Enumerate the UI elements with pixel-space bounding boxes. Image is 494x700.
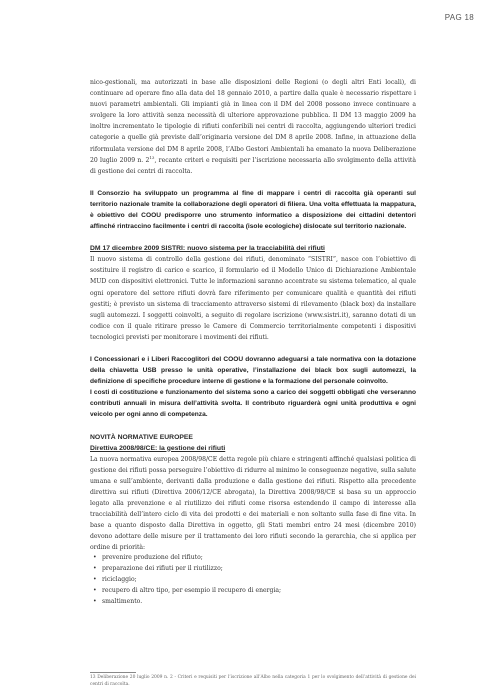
page-body <box>90 77 416 608</box>
list-item: • smaltimento. <box>102 597 416 608</box>
footnote-reference[interactable]: 13 <box>149 154 155 160</box>
paragraph-concessionari: I Concessionari e i Liberi Raccoglitori del COOU dovranno adeguarsi a tale normativa con la dotazione della chiavetta USB presso le unità operative, l’installazione dei black box sugli automezzi, la definizione di specifiche procedure interne di gestione e la formazione del personale coinvolto. <box>90 355 416 386</box>
footnote-divider <box>90 672 136 673</box>
list-item: • preparazione dei rifiuti per il riutilizzo; <box>102 564 416 575</box>
heading-sistri: DM 17 dicembre 2009 SISTRI: nuovo sistema per la tracciabilità dei rifiuti <box>90 245 325 253</box>
page-number: PAG 18 <box>444 13 474 22</box>
paragraph-centri-raccolta <box>90 77 416 177</box>
list-item: • prevenire produzione del rifiuto; <box>102 553 416 564</box>
heading-novita-europee: NOVITÀ NORMATIVE EUROPEE <box>90 433 193 441</box>
list-item: • recupero di altro tipo, per esempio il recupero di energia; <box>102 586 416 597</box>
paragraph-sistri: Il nuovo sistema di controllo della gestione dei rifiuti, denominato “SISTRI”, nasce con l’obiettivo di sostituire il registro di carico e scarico, il formulario ed il Modello Unico di Dichiarazione Ambientale MUD con dispositivi elettronici. Tutte le informazioni saranno accentrate su sistema telematico, al quale ogni operatore del settore rifiuti dovrà fare riferimento per comunicare qualità e quantità dei rifiuti gestiti; è previsto un sistema di tracciamento attraverso sistemi di rilevamento (black box) da installare sugli automezzi. I soggetti coinvolti, a seguito di regolare iscrizione (www.sistri.it), saranno dotati di un codice con il quale ritirare presso le Camere di Commercio territorialmente competenti i dispositivi tecnologici previsti per monitorare i movimenti dei rifiuti. <box>90 256 416 341</box>
paragraph-consorzio-mappatura: Il Consorzio ha sviluppato un programma al fine di mappare i centri di raccolta già operanti sul territorio nazionale tramite la collaborazione degli operatori di filiera. Una volta effettuata la mappatura, è obiettivo del COOU predisporre uno strumento informatico a disposizione dei cittadini detentori affinché rintraccino facilmente i centri di raccolta (isole ecologiche) dislocate sul territorio nazionale. <box>90 189 416 231</box>
heading-direttiva: Direttiva 2008/98/CE: la gestione dei rifiuti <box>90 444 226 452</box>
priority-list <box>90 553 416 608</box>
paragraph-text-tail: , recante criteri e requisiti per l’iscrizione necessaria allo svolgimento della attività di gestione dei centri di raccolta. <box>90 156 416 175</box>
paragraph-direttiva: La nuova normativa europea 2008/98/CE detta regole più chiare e stringenti affinché qualsiasi politica di gestione dei rifiuti possa perseguire l’obiettivo di ridurre al minimo le conseguenze negative, sulla salute umana e sull’ambiente, derivanti dalla produzione e dalla gestione dei rifiuti. Rispetto alla precedente direttiva sui rifiuti (Direttiva 2006/12/CE abrogata), la Direttiva 2008/98/CE si basa su un approccio legato alla prevenzione e al riutilizzo dei rifiuti come risorsa estendendo il campo di interesse alla tracciabilità dell’intero ciclo di vita dei prodotti e dei materiali e non soltanto sulla fase di fine vita. In base a quanto disposto dalla Direttiva in oggetto, gli Stati membri entro 24 mesi (dicembre 2010) devono adottare delle misure per il trattamento dei loro rifiuti secondo la gerarchia, che si applica per ordine di priorità: <box>90 455 416 552</box>
list-item: • riciclaggio; <box>102 575 416 586</box>
footnote: 13 Deliberazione 20 luglio 2009 n. 2 - Criteri e requisiti per l’iscrizione all’Albo nella categoria 1 per lo svolgimento dell’attività di gestione dei centri di raccolta. <box>90 675 416 687</box>
paragraph-text: nico-gestionali, ma autorizzati in base alle disposizioni delle Regioni (o degli altri Enti locali), di continuare ad operare fino alla data del 18 gennaio 2010, a partire dalla quale è necessario rispettare i nuovi parametri ambientali. Gli impianti già in linea con il DM del 2008 possono invece continuare a svolgere la loro attività senza necessità di ulteriore approvazione pubblica. Il DM 13 maggio 2009 ha inoltre incrementato le tipologie di rifiuti conferibili nei centri di raccolta, aggiungendo ulteriori tredici categorie a quelle già previste dall’originaria versione del DM 8 aprile 2008. Infine, in attuazione della riformulata versione del DM 8 aprile 2008, l’Albo Gestori Ambientali ha emanato la nuova Deliberazione 20 luglio 2009 n. 2 <box>90 79 416 164</box>
paragraph-costi: I costi di costituzione e funzionamento del sistema sono a carico dei soggetti obbligati che verseranno contributi annuali in misura dell’attività svolta. Il contributo riguarderà ogni unità produttiva e ogni veicolo per ogni anno di competenza. <box>90 389 416 419</box>
